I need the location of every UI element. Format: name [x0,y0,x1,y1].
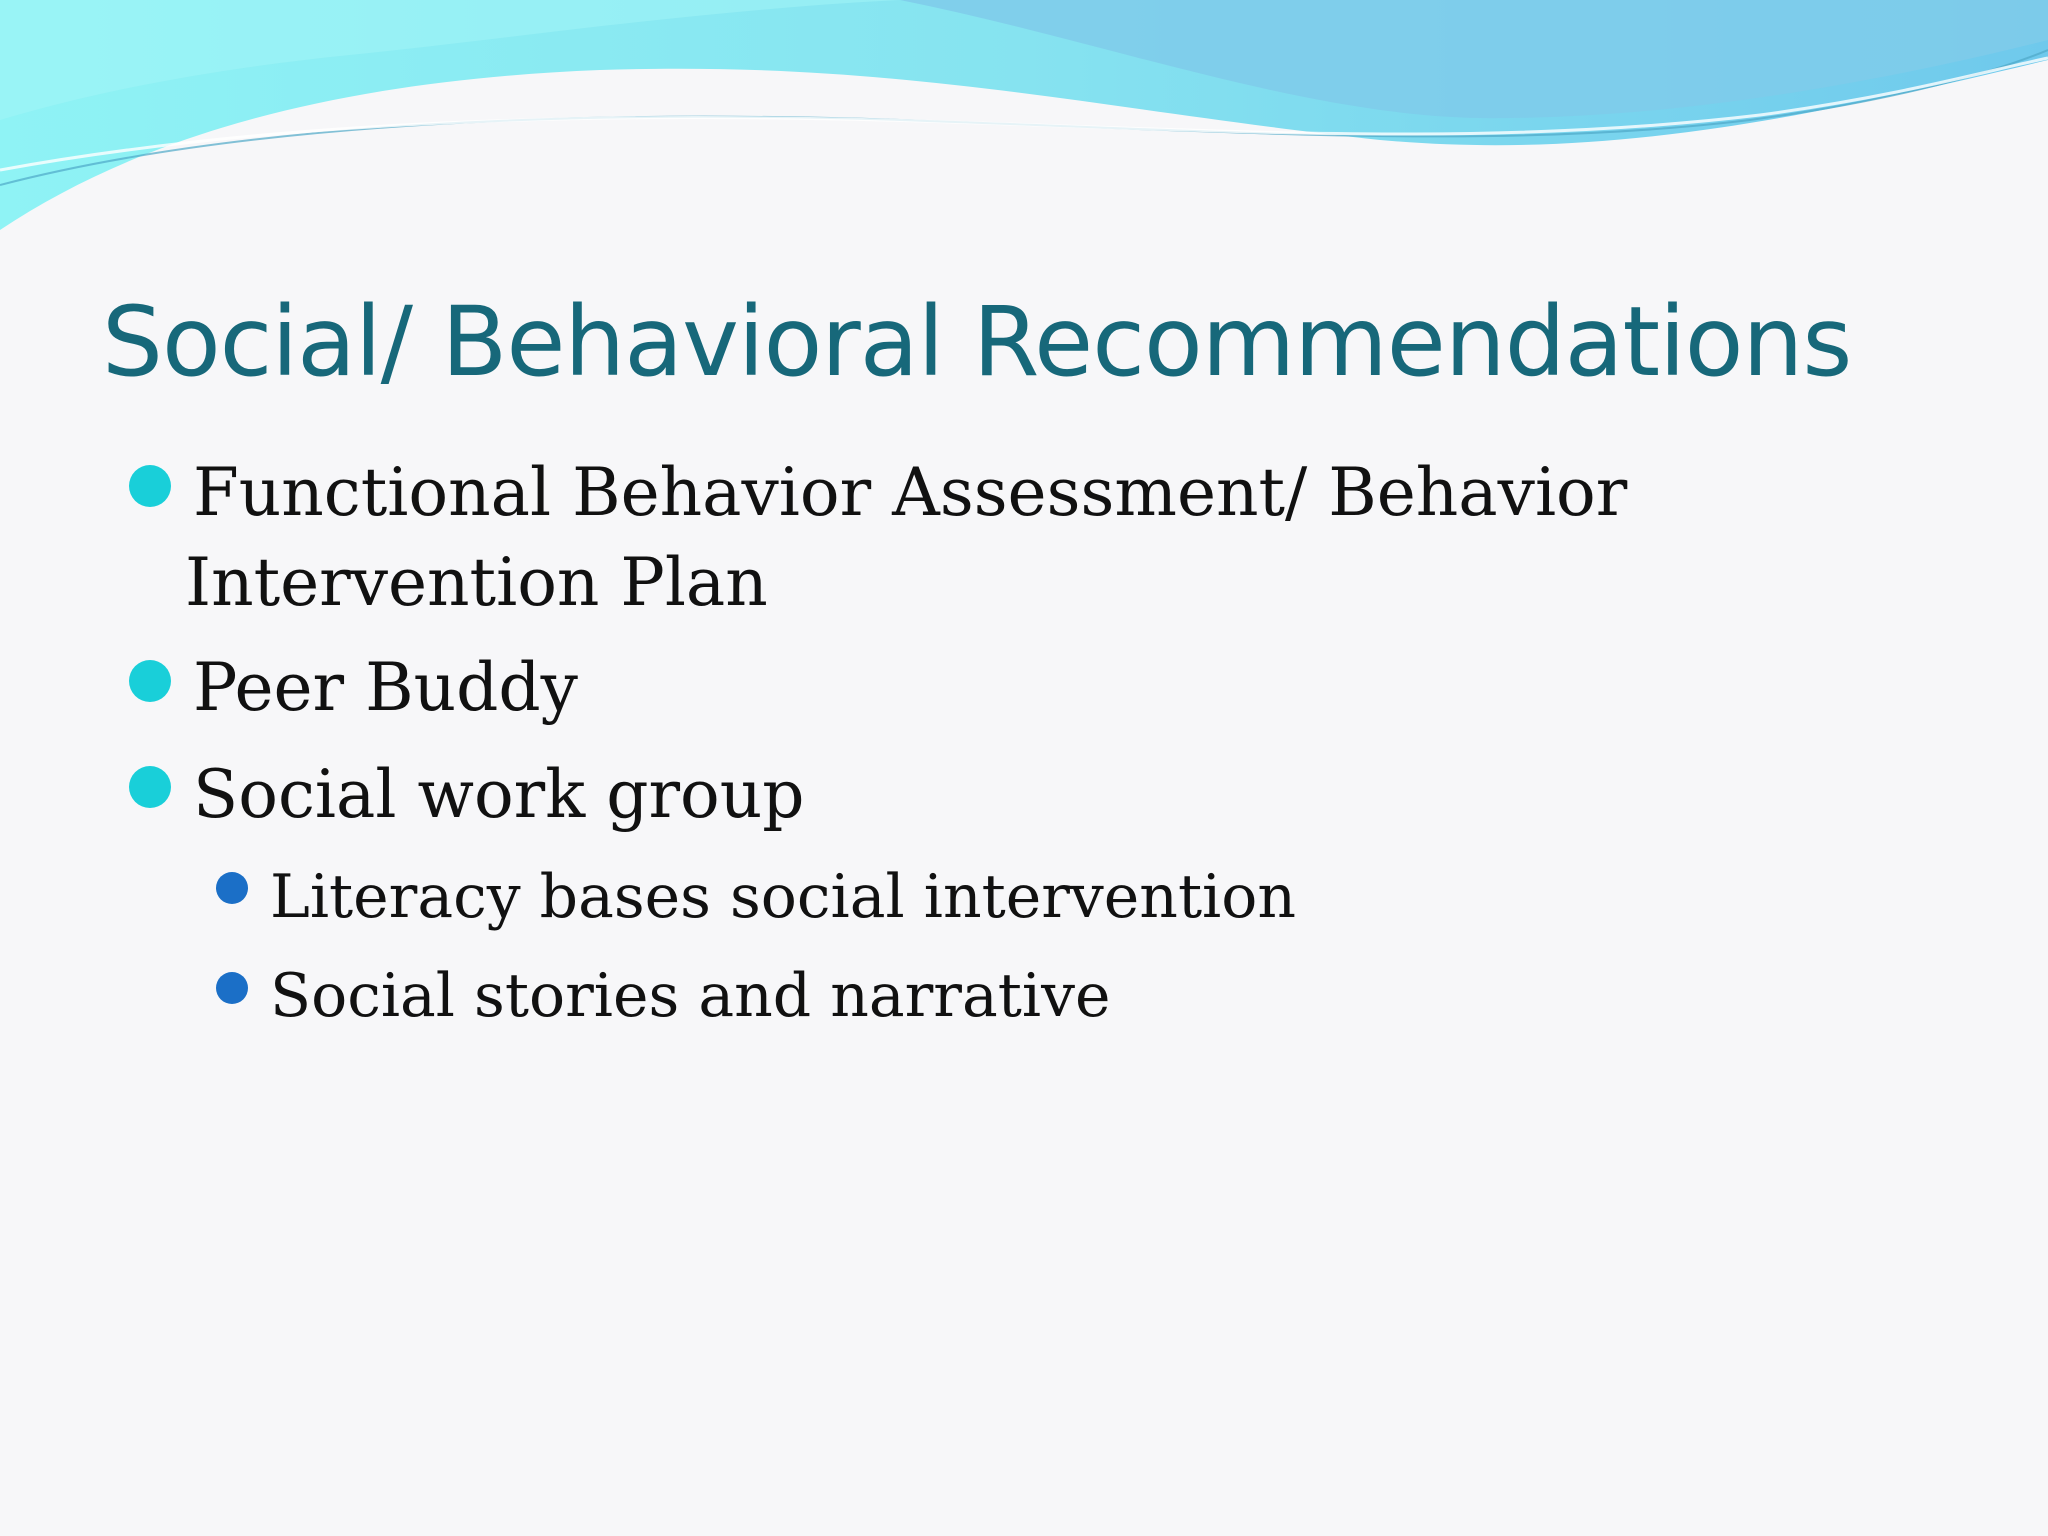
bullet-dot-icon [129,660,171,702]
bullet-dot-icon [129,766,171,808]
bullet-text: Social work group [193,756,805,833]
bullet-text-continuation: Intervention Plan [185,544,768,621]
sub-bullet-text: Literacy bases social intervention [270,862,1297,932]
bullet-text: Functional Behavior Assessment/ Behavior [193,454,1628,531]
slide-title: Social/ Behavioral Recommendations [102,286,1852,398]
bullet-dot-icon [129,465,171,507]
bullet-text: Peer Buddy [193,649,578,726]
sub-bullet-dot-icon [216,972,248,1004]
sub-bullet-text: Social stories and narrative [270,961,1111,1031]
sub-bullet-dot-icon [216,872,248,904]
